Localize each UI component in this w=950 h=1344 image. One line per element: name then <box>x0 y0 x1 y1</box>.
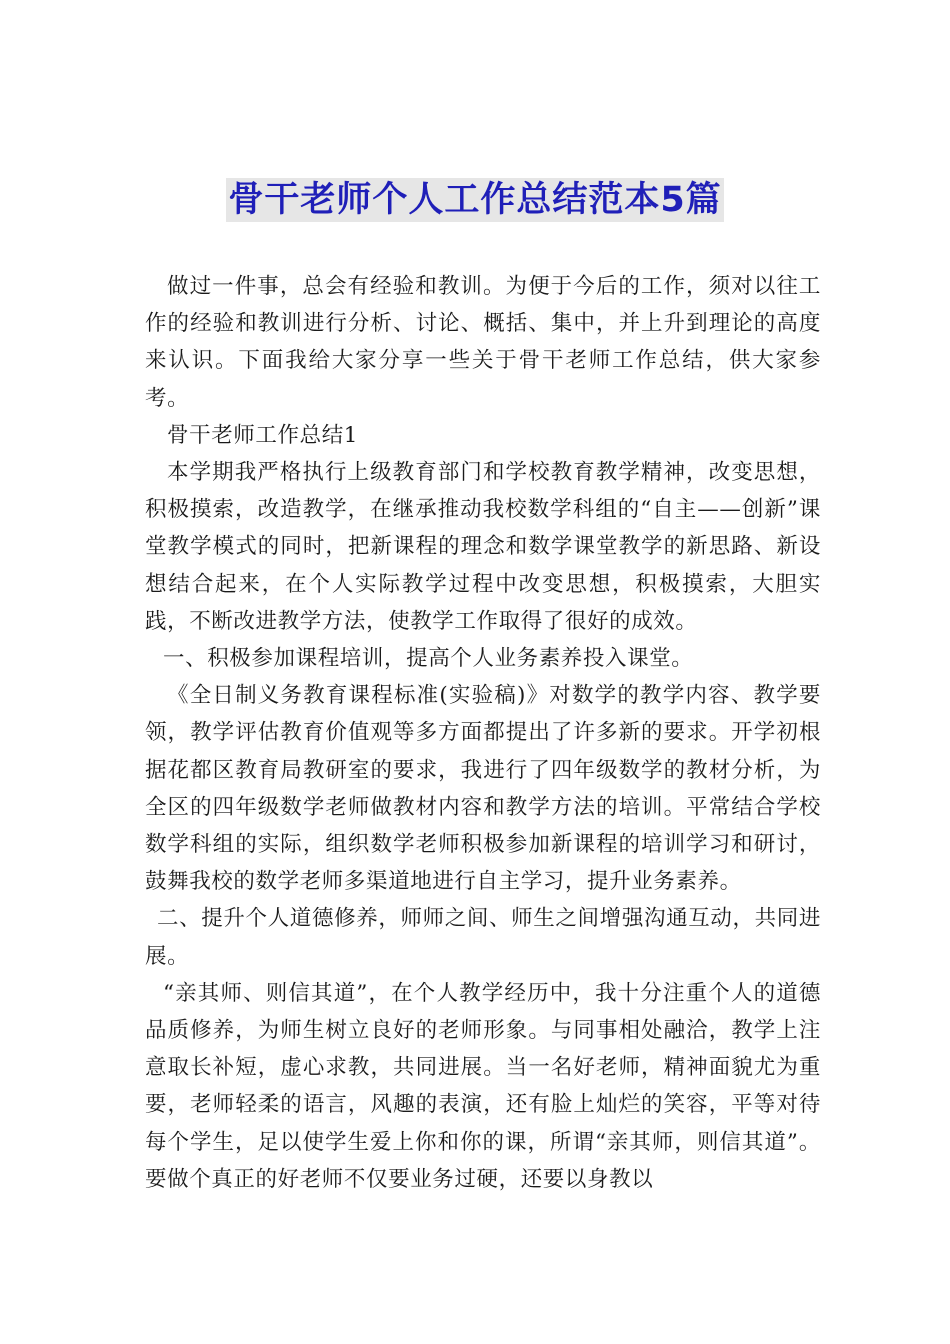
subheading: 二、提升个人道德修养，师师之间、师生之间增强沟通互动，共同进展。 <box>145 906 821 969</box>
document-title: 骨干老师个人工作总结范本5篇 <box>228 180 722 220</box>
body-paragraph: 本学期我严格执行上级教育部门和学校教育教学精神，改变思想，积极摸索，改造教学，在继承推动我校数学科组的“自主——创新”课堂教学模式的同时，把新课程的理念和数学课堂教学的新思路、新设想结合起来，在个人实际教学过程中改变思想，积极摸索，大胆实践，不断改进教学方法，使教学工作取得了很好的成效。 <box>145 460 821 634</box>
intro-paragraph: 做过一件事，总会有经验和教训。为便于今后的工作，须对以往工作的经验和教训进行分析、讨论、概括、集中，并上升到理论的高度来认识。下面我给大家分享一些关于骨干老师工作总结，供大家参考。 <box>145 274 821 411</box>
document-body <box>145 268 821 1198</box>
body-paragraph: 《全日制义务教育课程标准(实验稿)》对数学的教学内容、教学要领，教学评估教育价值观等多方面都提出了许多新的要求。开学初根据花都区教育局教研室的要求，我进行了四年级数学的教材分析，为全区的四年级数学老师做教材内容和教学方法的培训。平常结合学校数学科组的实际，组织数学老师积极参加新课程的培训学习和研讨，鼓舞我校的数学老师多渠道地进行自主学习，提升业务素养。 <box>145 683 821 895</box>
section-heading: 骨干老师工作总结1 <box>167 422 359 448</box>
title-container <box>0 178 950 222</box>
body-paragraph: “亲其师、则信其道”，在个人教学经历中，我十分注重个人的道德品质修养，为师生树立良好的老师形象。与同事相处融洽，教学上注意取长补短，虚心求教，共同进展。当一名好老师，精神面貌尤为重要，老师轻柔的语言，风趣的表演，还有脸上灿烂的笑容，平等对待每个学生，足以使学生爱上你和你的课，所谓“亲其师，则信其道”。要做个真正的好老师不仅要业务过硬，还要以身教以 <box>145 980 821 1192</box>
subheading: 一、积极参加课程培训，提高个人业务素养投入课堂。 <box>163 646 694 672</box>
